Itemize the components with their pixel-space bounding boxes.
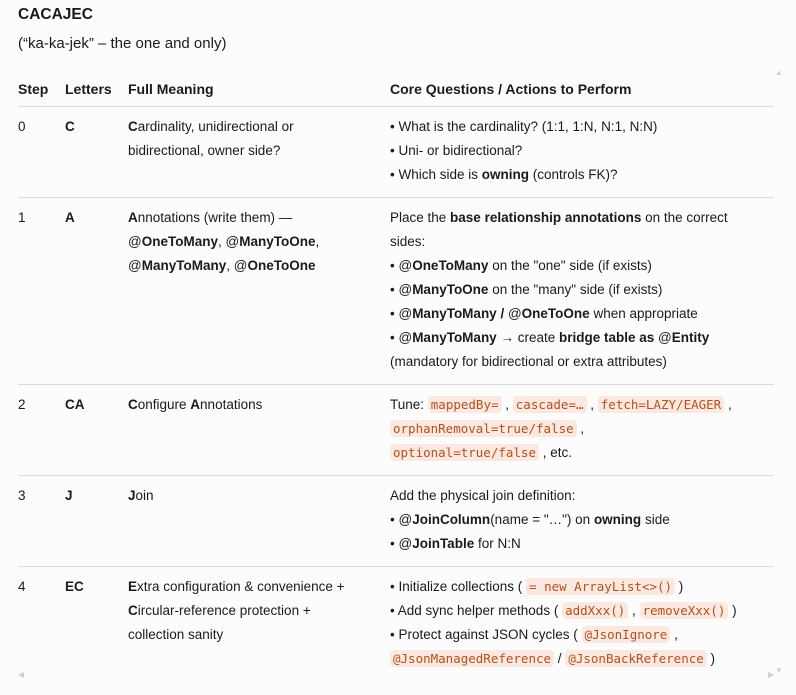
cell-line (390, 230, 774, 254)
text: , (315, 234, 320, 249)
text: • @ (390, 306, 413, 321)
text: ) (728, 603, 737, 618)
actions-cell (390, 567, 774, 682)
inline-code: fetch=LAZY/EAGER (598, 396, 724, 413)
cell-line (390, 508, 774, 532)
cell-line (390, 647, 774, 671)
text: ircular-reference protection + (137, 603, 311, 618)
text: on the "many" side (if exists) (488, 282, 663, 297)
text: on the "one" side (if exists) (488, 258, 652, 273)
inline-code: optional=true/false (390, 444, 539, 461)
cell-line (390, 393, 774, 417)
cell-line (390, 206, 774, 230)
inline-code: @JsonBackReference (565, 650, 706, 667)
text: @ (507, 306, 522, 321)
bold-text: OneToMany (412, 258, 489, 273)
text: @ (658, 330, 672, 345)
text: • @ (390, 512, 413, 527)
text: (name = "…") on (490, 512, 594, 527)
text: , (628, 603, 640, 618)
bold-text: JoinColumn (412, 512, 491, 527)
actions-cell (390, 198, 774, 385)
scroll-up-arrow-icon[interactable]: ▲ (775, 68, 783, 77)
bold-text: J (128, 488, 136, 503)
text: , (586, 397, 598, 412)
text: • @ (390, 258, 413, 273)
meaning-cell (128, 385, 390, 476)
table-row (18, 567, 774, 682)
text: onfigure (137, 397, 191, 412)
bold-text: bridge table as (558, 330, 659, 345)
bold-text: ManyToMany (412, 330, 497, 345)
text: sides: (390, 234, 426, 249)
bold-text: JoinTable (412, 536, 475, 551)
table-row (18, 385, 774, 476)
cell-line (390, 278, 774, 302)
cell-line (390, 623, 774, 647)
text: xtra configuration & convenience + (137, 579, 345, 594)
text: bidirectional, owner side? (128, 143, 281, 158)
text: • Uni- or bidirectional? (390, 143, 523, 158)
inline-code: cascade=… (513, 396, 587, 413)
text: / (554, 651, 566, 666)
cell-line (390, 254, 774, 278)
step-cell: 2 (18, 385, 65, 476)
page-title: CACAJEC (18, 6, 93, 23)
cell-line (390, 115, 774, 139)
cell-line (128, 115, 390, 139)
cell-line (128, 254, 390, 278)
bold-text: base relationship annotations (450, 210, 642, 225)
bold-text: owning (481, 167, 530, 182)
cell-line (390, 441, 774, 465)
inline-code: orphanRemoval=true/false (390, 420, 577, 437)
cell-line (128, 230, 390, 254)
bold-text: owning (593, 512, 642, 527)
step-cell: 3 (18, 476, 65, 567)
actions-cell (390, 385, 774, 476)
text: • Protect against JSON cycles ( (390, 627, 582, 642)
bold-text: A (190, 397, 201, 412)
bold-text: ManyToMany / (412, 306, 508, 321)
text: , (670, 627, 678, 642)
cell-line (128, 484, 390, 508)
text: when appropriate (589, 306, 698, 321)
meaning-cell (128, 567, 390, 682)
cell-line (390, 575, 774, 599)
text: , (501, 397, 513, 412)
letters-cell: C (65, 107, 128, 198)
table-body (18, 107, 774, 682)
text: nnotations (200, 397, 263, 412)
text: • Which side is (390, 167, 482, 182)
text: @ (128, 234, 142, 249)
table-row (18, 476, 774, 567)
text: , @ (217, 234, 240, 249)
step-cell: 4 (18, 579, 26, 594)
scroll-right-arrow-icon[interactable]: ▶ (768, 670, 775, 679)
text: • @ (390, 282, 413, 297)
text: , (576, 421, 585, 436)
bold-text: OneToOne (521, 306, 590, 321)
text: for N:N (474, 536, 521, 551)
bold-text: OneToOne (247, 258, 316, 273)
step-cell: 0 (18, 107, 65, 198)
bold-text: ManyToOne (412, 282, 489, 297)
cell-line (390, 302, 774, 326)
text: • Initialize collections ( (390, 579, 527, 594)
bold-text: C (128, 119, 138, 134)
actions-cell (390, 476, 774, 567)
cell-line (390, 326, 774, 350)
text: ) (706, 651, 716, 666)
text: side (641, 512, 670, 527)
text: collection sanity (128, 627, 224, 642)
letters-cell: J (65, 476, 128, 567)
cell-line (390, 599, 774, 623)
cell-line (128, 623, 390, 647)
inline-code: = new ArrayList<>() (526, 578, 675, 595)
cell-line (390, 139, 774, 163)
table-row (18, 107, 774, 198)
cell-line (390, 484, 774, 508)
text: ardinality, unidirectional or (137, 119, 294, 134)
text: nnotations (write them) — (137, 210, 293, 225)
bold-text: ManyToMany (141, 258, 227, 273)
letters-cell: EC (65, 579, 84, 594)
table-header-row (18, 72, 774, 107)
inline-code: mappedBy= (428, 396, 502, 413)
cell-line (390, 417, 774, 441)
cell-line (128, 599, 390, 623)
cacajec-table (18, 72, 774, 681)
cell-line (390, 532, 774, 556)
bold-text: A (128, 210, 138, 225)
text: , etc. (539, 445, 573, 460)
text: • Add sync helper methods ( (390, 603, 563, 618)
header-core-questions: Core Questions / Actions to Perform (390, 72, 774, 107)
bold-text: C (128, 603, 138, 618)
bold-text: ManyToOne (239, 234, 316, 249)
letters-cell: CA (65, 385, 128, 476)
bold-text: Entity (671, 330, 710, 345)
text: , @ (226, 258, 248, 273)
text: Tune: (390, 397, 428, 412)
inline-code: removeXxx() (640, 602, 729, 619)
header-step: Step (18, 72, 65, 107)
text: ) (675, 579, 684, 594)
bold-text: OneToMany (141, 234, 218, 249)
page-subtitle: (“ka-ka-jek” – the one and only) (18, 35, 227, 52)
actions-cell (390, 107, 774, 198)
meaning-cell (128, 476, 390, 567)
scroll-down-arrow-icon[interactable]: ▼ (775, 666, 783, 675)
text: • @ (390, 330, 413, 345)
table-row (18, 198, 774, 385)
header-full-meaning: Full Meaning (128, 72, 390, 107)
cell-line (128, 575, 390, 599)
text: Place the (390, 210, 451, 225)
cell-line (390, 163, 774, 187)
inline-code: @JsonIgnore (582, 626, 671, 643)
bold-text: C (128, 397, 138, 412)
inline-code: addXxx() (562, 602, 628, 619)
meaning-cell (128, 198, 390, 385)
text: , (724, 397, 732, 412)
text: • @ (390, 536, 413, 551)
header-letters: Letters (65, 72, 128, 107)
cell-line (128, 206, 390, 230)
bold-text: E (128, 579, 138, 594)
text: (controls FK)? (529, 167, 618, 182)
text: oin (135, 488, 154, 503)
text: (mandatory for bidirectional or extra attributes) (390, 354, 667, 369)
cell-line (128, 139, 390, 163)
inline-code: @JsonManagedReference (390, 650, 554, 667)
text: → create (496, 330, 559, 345)
step-cell: 1 (18, 198, 65, 385)
scroll-left-arrow-icon[interactable]: ◀ (18, 670, 25, 679)
meaning-cell (128, 107, 390, 198)
text: on the correct (641, 210, 728, 225)
text: • What is the cardinality? (1:1, 1:N, N:1, N:N) (390, 119, 658, 134)
letters-cell: A (65, 198, 128, 385)
text: @ (128, 258, 142, 273)
cell-line (128, 393, 390, 417)
cell-line (390, 350, 774, 374)
text: Add the physical join definition: (390, 488, 576, 503)
